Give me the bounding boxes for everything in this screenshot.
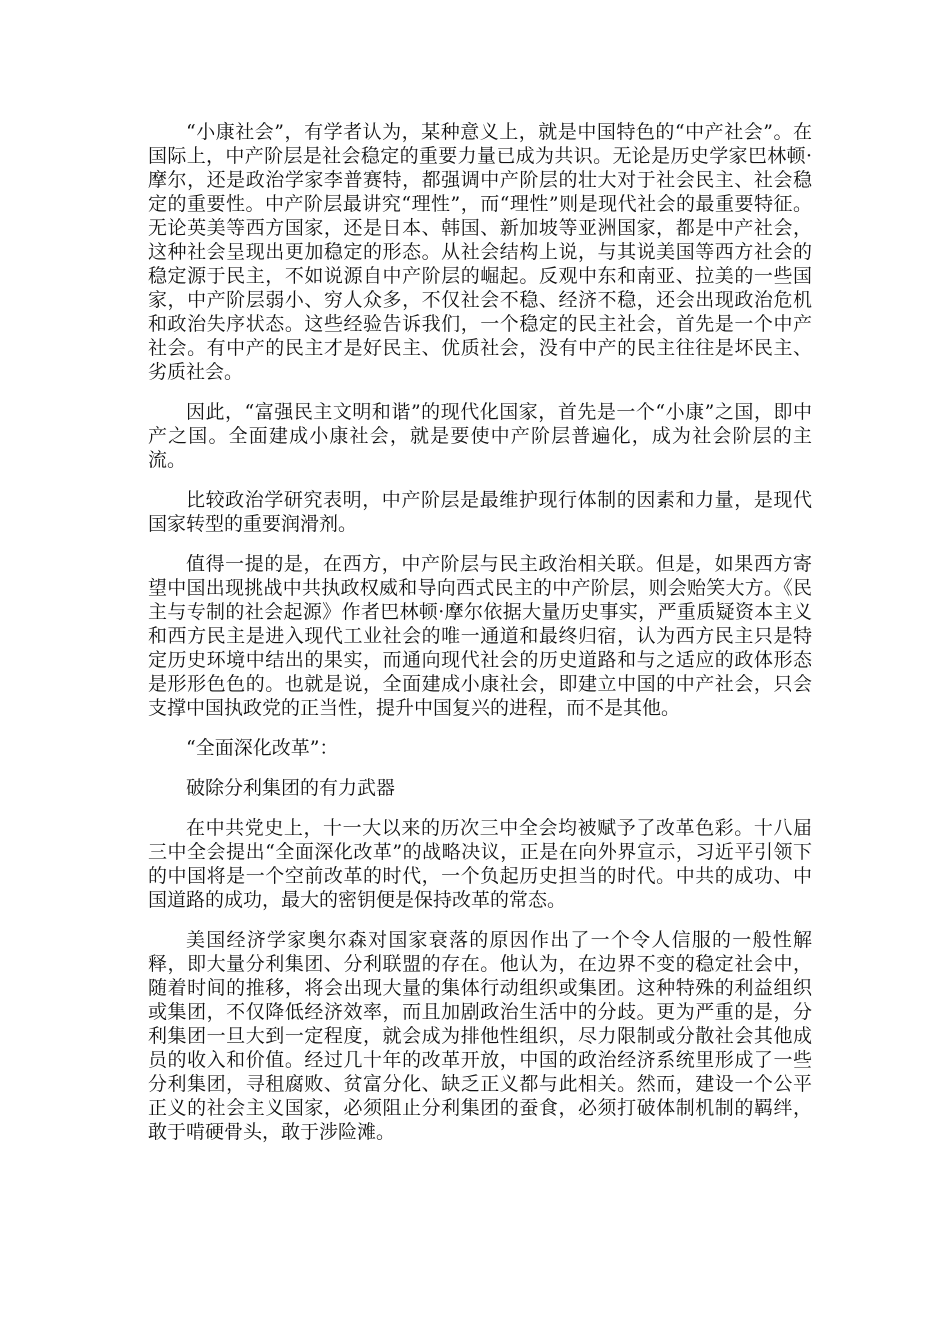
section-heading-line1: “全面深化改革”： [186, 737, 339, 759]
paragraph-olson-interest-groups: 美国经济学家奥尔森对国家衰落的原因作出了一个令人信服的一般性解释，即大量分利集团、分利联盟的存在。他认为，在边界不变的稳定社会中，随着时间的推移，将会出现大量的集体行动组织或集团。这种特殊的利益组织或集团，不仅降低经济效率，而且加剧政治生活中的分歧。更为严重的是，分利集团一旦大到一定程度，就会成为排他性组织，尽力限制或分散社会其他成员的收入和价值。经过几十年的改革开放，中国的政治经济系统里形成了一些分利集团，寻租腐败、贫富分化、缺乏正义都与此相关。然而，建设一个公平正义的社会主义国家，必须阻止分利集团的蚕食，必须打破体制机制的羁绊，敢于啃硬骨头，敢于涉险滩。 [148, 929, 812, 1143]
document-body [148, 120, 812, 1160]
paragraph-western-democracy: 值得一提的是，在西方，中产阶层与民主政治相关联。但是，如果西方寄望中国出现挑战中共执政权威和导向西式民主的中产阶层，则会贻笑大方。《民主与专制的社会起源》作者巴林顿·摩尔依据大量历史事实，严重质疑资本主义和西方民主是进入现代工业社会的唯一通道和最终归宿，认为西方民主只是特定历史环境中结出的果实，而通向现代社会的历史道路和与之适应的政体形态是形形色色的。也就是说，全面建成小康社会，即建立中国的中产社会，只会支撑中国执政党的正当性，提升中国复兴的进程，而不是其他。 [148, 553, 812, 719]
section-heading-line2: 破除分利集团的有力武器 [186, 777, 396, 799]
paragraph-third-plenum: 在中共党史上，十一大以来的历次三中全会均被赋予了改革色彩。十八届三中全会提出“全面深化改革”的战略决议，正是在向外界宣示，习近平引领下的中国将是一个空前改革的时代，一个负起历史担当的时代。中共的成功、中国道路的成功，最大的密钥便是保持改革的常态。 [148, 817, 812, 911]
paragraph-modern-state: 因此，“富强民主文明和谐”的现代化国家，首先是一个“小康”之国，即中产之国。全面建成小康社会，就是要使中产阶层普遍化，成为社会阶层的主流。 [148, 401, 812, 471]
paragraph-xiaokang-middle-class: “小康社会”，有学者认为，某种意义上，就是中国特色的“中产社会”。在国际上，中产阶层是社会稳定的重要力量已成为共识。无论是历史学家巴林顿·摩尔，还是政治学家李普赛特，都强调中产阶层的壮大对于社会民主、社会稳定的重要性。中产阶层最讲究“理性”，而“理性”则是现代社会的最重要特征。无论英美等西方国家，还是日本、韩国、新加坡等亚洲国家，都是中产社会，这种社会呈现出更加稳定的形态。从社会结构上说，与其说美国等西方社会的稳定源于民主，不如说源自中产阶层的崛起。反观中东和南亚、拉美的一些国家，中产阶层弱小、穷人众多，不仅社会不稳、经济不稳，还会出现政治危机和政治失序状态。这些经验告诉我们，一个稳定的民主社会，首先是一个中产社会。有中产的民主才是好民主、优质社会，没有中产的民主往往是坏民主、劣质社会。 [148, 121, 812, 383]
paragraph-comparative-politics: 比较政治学研究表明，中产阶层是最维护现行体制的因素和力量，是现代国家转型的重要润滑剂。 [148, 489, 812, 535]
